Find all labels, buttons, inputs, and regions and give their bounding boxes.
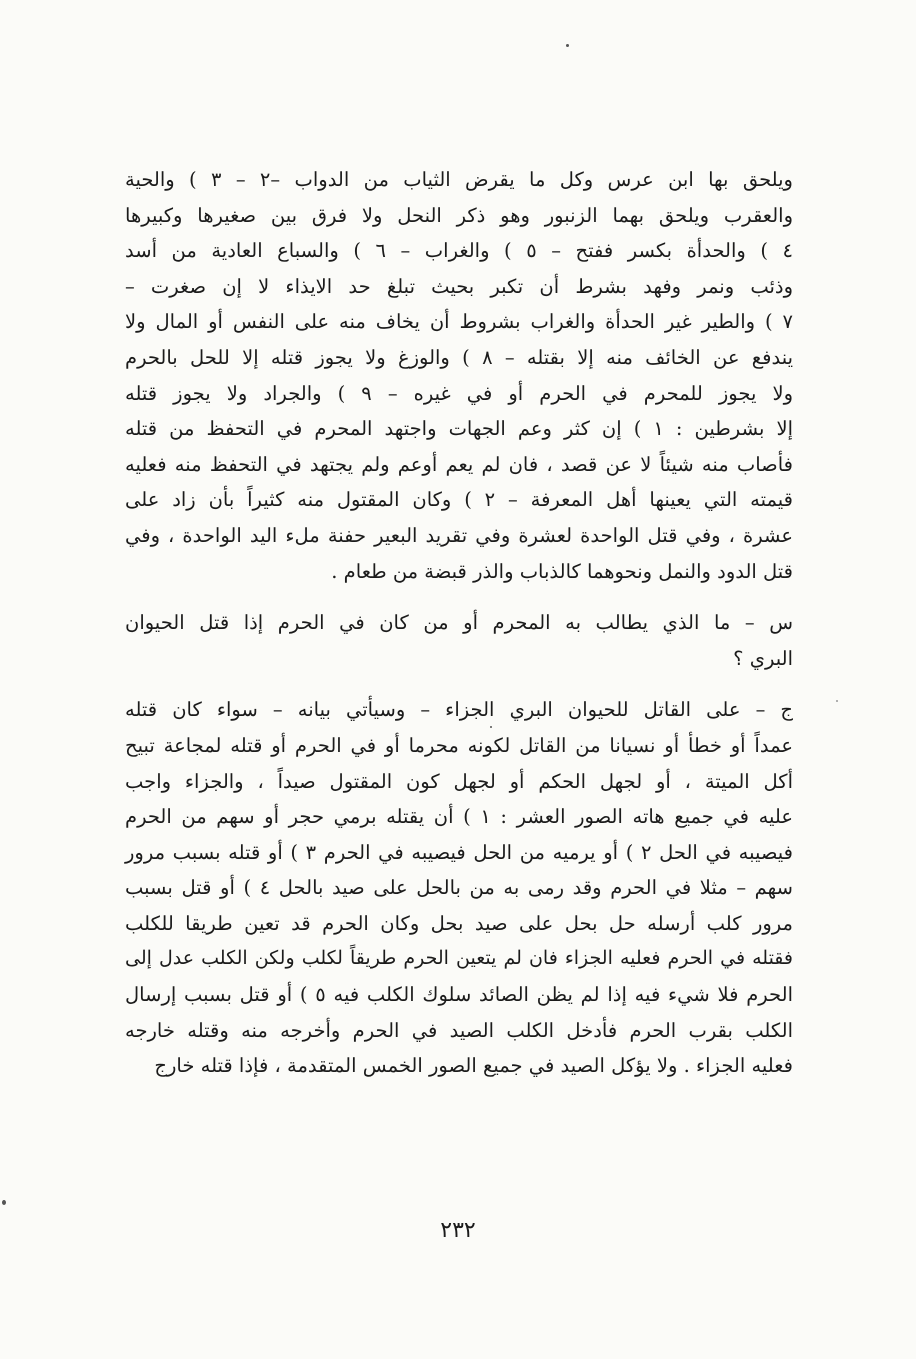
scan-speck — [490, 726, 492, 728]
paragraph-2-question — [125, 605, 793, 676]
text-line: والعقرب ويلحق بهما الزنبور وهو ذكر النحل ولا فرق بين صغيرها وكبيرها — [125, 203, 793, 227]
text-line: ٧ ) والطير غير الحدأة والغراب بشروط أن يخاف منه على النفس أو المال ولا — [125, 310, 793, 334]
text-line: ويلحق بها ابن عرس وكل ما يقرض الثياب من الدواب –٢ – ٣ ) والحية — [125, 168, 793, 191]
text-line: ج – على القاتل للحيوان البري الجزاء – وسيأتي بيانه – سواء كان قتله — [125, 698, 793, 722]
text-line: س – ما الذي يطالب به المحرم أو من كان في الحرم إذا قتل الحيوان — [125, 611, 793, 635]
scan-speck — [836, 700, 838, 702]
paragraph-3-answer — [125, 692, 793, 1084]
text-line: أكل الميتة ، أو لجهل الحكم أو لجهل كون المقتول صيداً ، والجزاء واجب — [125, 769, 793, 793]
text-line: الحرم فلا شيء فيه إذا لم يظن الصائد سلوك الكلب فيه ٥ ) أو قتل بسبب إرسال — [125, 983, 793, 1007]
text-line: فقتله في الحرم فعليه الجزاء فان لم يتعين الحرم طريقاً لكلب ولكن الكلب عدل إلى — [125, 947, 793, 970]
text-line: مرور كلب أرسله حل بحل على صيد بحل وكان الحرم قد تعين طريقا للكلب — [125, 911, 793, 935]
text-line: فعليه الجزاء . ولا يؤكل الصيد في جميع الصور الخمس المتقدمة ، فإذا قتله خارج — [154, 1054, 793, 1078]
text-line: الكلب بقرب الحرم فأدخل الكلب الصيد في الحرم وأخرجه منه وقتله خارجه — [125, 1018, 793, 1042]
text-line: ولا يجوز للمحرم في الحرم أو في غيره – ٩ ) والجراد ولا يجوز قتله — [125, 381, 793, 405]
text-line: عمداً أو خطأ أو نسيانا من القاتل لكونه محرما أو في الحرم أو قتله لمجاعة تبيح — [125, 733, 793, 757]
text-line: البري ؟ — [733, 646, 793, 670]
text-line: قتل الدود والنمل ونحوهما كالذباب والذر قبضة من طعام . — [331, 559, 793, 583]
text-line: قيمته التي يعينها أهل المعرفة – ٢ ) وكان المقتول منه كثيراً بأن زاد على — [125, 488, 793, 512]
text-line: عشرة ، وفي قتل الواحدة لعشرة وفي تقريد البعير حفنة ملء اليد الواحدة ، وفي — [125, 523, 793, 547]
text-line: فأصاب منه شيئاً لا عن قصد ، فان لم يعم أوعم ولم يجتهد في التحفظ منه فعليه — [125, 452, 793, 476]
page-number: ٢٣٢ — [440, 1218, 476, 1243]
text-line: سهم – مثلا في الحرم وقد رمى به من بالحل على صيد بالحل ٤ ) أو قتل بسبب — [125, 876, 793, 900]
text-line: ٤ ) والحدأة بكسر ففتح – ٥ ) والغراب – ٦ ) والسباع العادية من أسد — [125, 239, 793, 263]
text-line: وذئب ونمر وفهد بشرط أن تكبر بحيث تبلغ حد الايذاء لا إن صغرت – — [125, 274, 793, 298]
body-text — [125, 162, 793, 1084]
paragraph-1 — [125, 162, 793, 589]
scan-speck — [566, 44, 569, 47]
text-line: إلا بشرطين : ١ ) إن كثر وعم الجهات واجتهد المحرم في التحفظ من قتله — [125, 417, 793, 441]
text-line: عليه في جميع هاته الصور العشر : ١ ) أن يقتله برمي حجر أو سهم من الحرم — [125, 805, 793, 829]
text-line: يندفع عن الخائف منه إلا بقتله – ٨ ) والوزغ ولا يجوز قتله إلا للحل بالحرم — [125, 345, 794, 369]
text-line: فيصيبه في الحل ٢ ) أو يرميه من الحل فيصيبه في الحرم ٣ ) أو قتله بسبب مرور — [125, 840, 793, 864]
scan-speck — [2, 1200, 6, 1205]
